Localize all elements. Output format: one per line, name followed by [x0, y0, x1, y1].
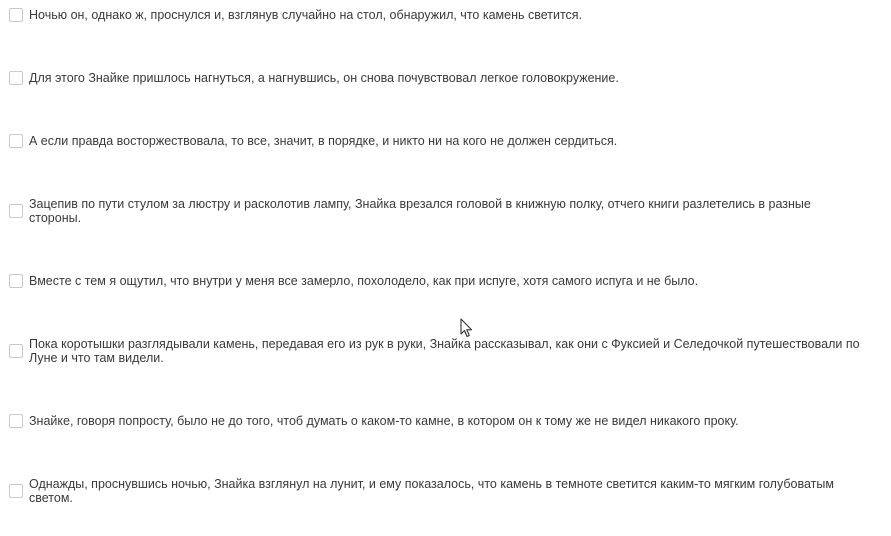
option-checkbox[interactable]	[9, 8, 23, 22]
option-item[interactable]	[9, 134, 879, 148]
option-label: Знайке, говоря попросту, было не до того, чтоб думать о каком-то камне, в котором он к тому же не видел никакого проку.	[29, 414, 739, 428]
option-item[interactable]	[9, 8, 879, 22]
option-label: А если правда восторжествовала, то все, значит, в порядке, и никто ни на кого не должен сердиться.	[29, 134, 618, 148]
option-label: Зацепив по пути стулом за люстру и расколотив лампу, Знайка врезался головой в книжную полку, отчего книги разлетелись в разные стороны.	[29, 197, 811, 225]
option-checkbox[interactable]	[9, 344, 23, 358]
option-label: Однажды, проснувшись ночью, Знайка взглянул на лунит, и ему показалось, что камень в темноте светится каким-то мягким голубоватым светом.	[29, 477, 834, 505]
option-item[interactable]	[9, 477, 879, 505]
option-item[interactable]	[9, 71, 879, 85]
option-label: Пока коротышки разглядывали камень, передавая его из рук в руки, Знайка рассказывал, как они с Фуксией и Селедочкой путешествовали по Луне и что там видели.	[29, 337, 860, 365]
option-checkbox[interactable]	[9, 274, 23, 288]
option-label: Для этого Знайке пришлось нагнуться, а нагнувшись, он снова почувствовал легкое головокружение.	[29, 71, 619, 85]
option-checkbox[interactable]	[9, 484, 23, 498]
option-item[interactable]	[9, 274, 879, 288]
option-checkbox[interactable]	[9, 134, 23, 148]
option-label: Ночью он, однако ж, проснулся и, взглянув случайно на стол, обнаружил, что камень светится.	[29, 8, 583, 22]
option-checkbox[interactable]	[9, 414, 23, 428]
option-item[interactable]	[9, 414, 879, 428]
option-checkbox[interactable]	[9, 204, 23, 218]
option-item[interactable]	[9, 337, 879, 365]
option-checkbox[interactable]	[9, 71, 23, 85]
option-item[interactable]	[9, 197, 879, 225]
mouse-pointer-icon	[460, 318, 474, 338]
option-label: Вместе с тем я ощутил, что внутри у меня все замерло, похолодело, как при испуге, хотя самого испуга и не было.	[29, 274, 699, 288]
